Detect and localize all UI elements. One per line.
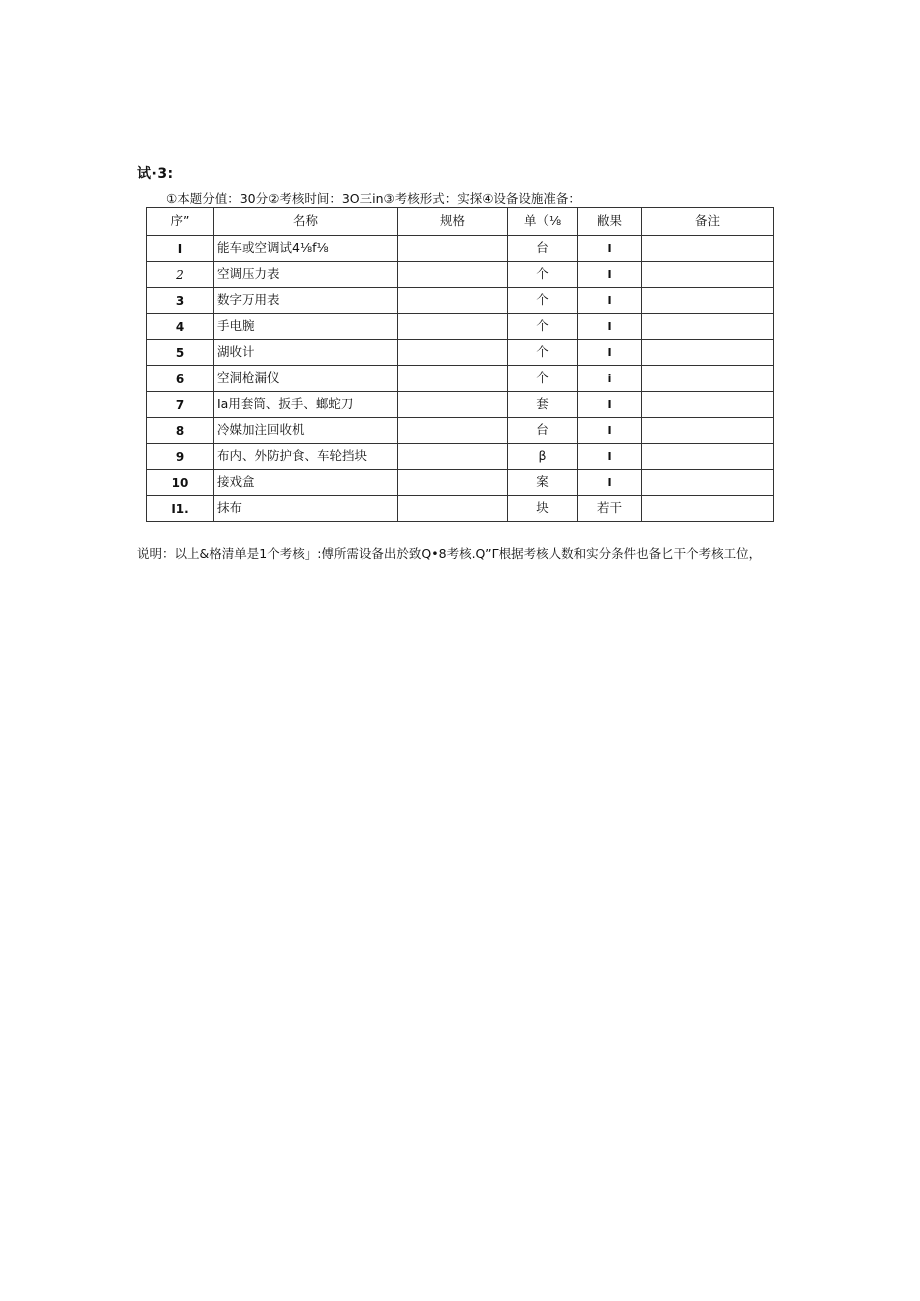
remark-cell (642, 418, 774, 444)
qty-cell: 若干 (578, 496, 642, 522)
spec-cell (398, 392, 508, 418)
remark-cell (642, 236, 774, 262)
spec-cell (398, 470, 508, 496)
remark-cell (642, 314, 774, 340)
header-qty: 敝果 (578, 208, 642, 236)
seq-cell: 10 (147, 470, 214, 496)
name-cell: 数字万用表 (214, 288, 398, 314)
table-row (147, 262, 774, 288)
name-cell: 冷媒加注回收机 (214, 418, 398, 444)
table-header-row (147, 208, 774, 236)
table-row (147, 470, 774, 496)
name-cell: 接戏盒 (214, 470, 398, 496)
spec-cell (398, 418, 508, 444)
unit-cell: 套 (508, 392, 578, 418)
remark-cell (642, 444, 774, 470)
name-cell: 抹布 (214, 496, 398, 522)
seq-cell: 3 (147, 288, 214, 314)
seq-cell: 9 (147, 444, 214, 470)
table-row (147, 314, 774, 340)
table-row (147, 392, 774, 418)
unit-cell: 个 (508, 262, 578, 288)
unit-cell: 案 (508, 470, 578, 496)
spec-cell (398, 314, 508, 340)
seq-cell: 4 (147, 314, 214, 340)
unit-cell: 个 (508, 366, 578, 392)
unit-cell: 个 (508, 288, 578, 314)
equipment-table (146, 207, 774, 522)
seq-cell: I1. (147, 496, 214, 522)
name-cell: Ia用套筒、扳手、螂蛇刀 (214, 392, 398, 418)
table-row (147, 496, 774, 522)
seq-cell: 6 (147, 366, 214, 392)
spec-cell (398, 366, 508, 392)
unit-cell: 台 (508, 418, 578, 444)
header-seq: 序” (147, 208, 214, 236)
qty-cell: I (578, 314, 642, 340)
header-remark: 备注 (642, 208, 774, 236)
exam-info: ①本题分值：30分②考核时间：3O三in③考核形式：实探④设备设施准备： (166, 191, 581, 206)
remark-cell (642, 262, 774, 288)
remark-cell (642, 366, 774, 392)
qty-cell: i (578, 366, 642, 392)
unit-cell: 台 (508, 236, 578, 262)
remark-cell (642, 340, 774, 366)
remark-cell (642, 496, 774, 522)
spec-cell (398, 340, 508, 366)
remark-cell (642, 288, 774, 314)
name-cell: 空调压力表 (214, 262, 398, 288)
spec-cell (398, 496, 508, 522)
qty-cell: I (578, 262, 642, 288)
qty-cell: I (578, 418, 642, 444)
table-row (147, 340, 774, 366)
qty-cell: I (578, 470, 642, 496)
seq-cell: 8 (147, 418, 214, 444)
unit-cell: 个 (508, 340, 578, 366)
table-row (147, 444, 774, 470)
table-row (147, 236, 774, 262)
header-unit: 单（⅛ (508, 208, 578, 236)
remark-cell (642, 470, 774, 496)
name-cell: 湖收计 (214, 340, 398, 366)
name-cell: 能车或空调试4⅛f⅛ (214, 236, 398, 262)
qty-cell: I (578, 392, 642, 418)
header-name: 名称 (214, 208, 398, 236)
name-cell: 布内、外防护食、车轮挡块 (214, 444, 398, 470)
spec-cell (398, 444, 508, 470)
table-row (147, 418, 774, 444)
unit-cell: 个 (508, 314, 578, 340)
name-cell: 空洞枪漏仪 (214, 366, 398, 392)
qty-cell: I (578, 236, 642, 262)
table-row (147, 366, 774, 392)
seq-cell: I (147, 236, 214, 262)
seq-cell: 2 (147, 262, 214, 288)
note-text: 说明：以上&格清单是1个考核」:傅所需设备出於致Q•8考核.Q”Γ根据考核人数和实分条件也备匕干个考核工位， (137, 546, 762, 561)
name-cell: 手电腕 (214, 314, 398, 340)
header-spec: 规格 (398, 208, 508, 236)
table-row (147, 288, 774, 314)
seq-cell: 7 (147, 392, 214, 418)
spec-cell (398, 262, 508, 288)
qty-cell: I (578, 288, 642, 314)
remark-cell (642, 392, 774, 418)
seq-cell: 5 (147, 340, 214, 366)
qty-cell: I (578, 444, 642, 470)
spec-cell (398, 236, 508, 262)
spec-cell (398, 288, 508, 314)
unit-cell: 块 (508, 496, 578, 522)
qty-cell: I (578, 340, 642, 366)
unit-cell: β (508, 444, 578, 470)
section-title: 试·3: (137, 166, 174, 182)
